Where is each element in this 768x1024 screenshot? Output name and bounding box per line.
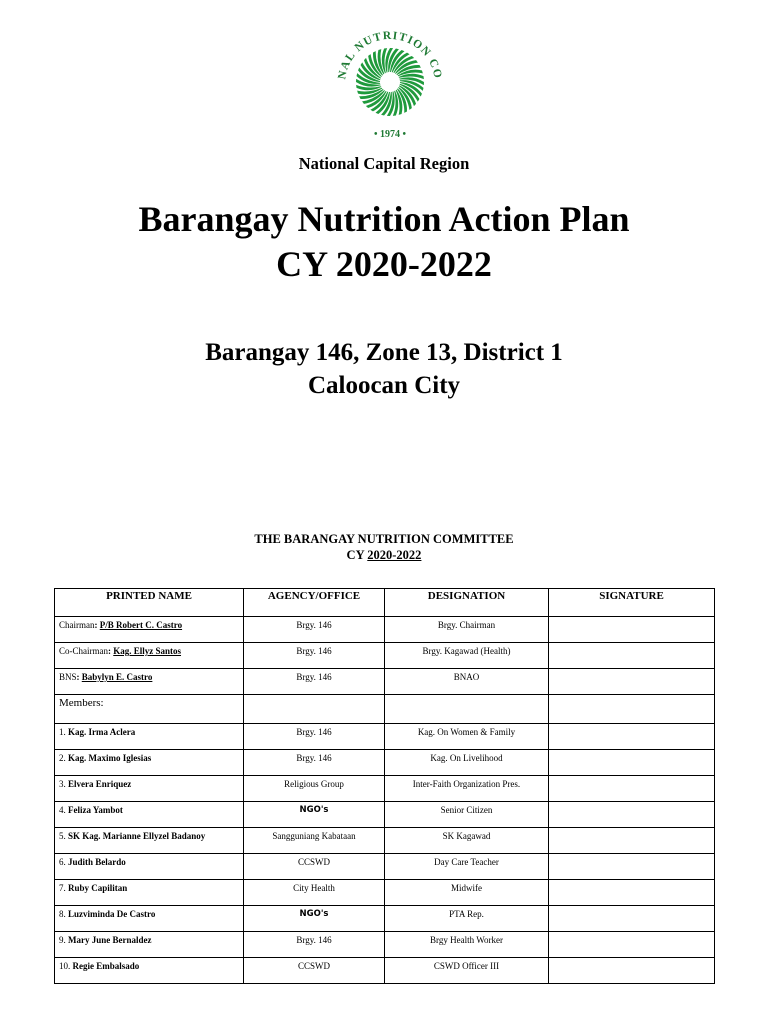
table-row	[55, 669, 715, 695]
member-name: Mary June Bernaldez	[68, 935, 152, 945]
logo-org-text: NAL NUTRITION CO	[336, 29, 444, 81]
officer-name: Babylyn E. Castro	[81, 672, 153, 682]
col-signature: SIGNATURE	[549, 589, 715, 617]
location-heading	[0, 336, 768, 402]
signature-cell[interactable]	[549, 906, 715, 932]
printed-name-cell: 7. Ruby Capilitan	[55, 880, 244, 906]
national-nutrition-council-logo	[332, 24, 448, 140]
designation-cell: Brgy. Kagawad (Health)	[385, 643, 549, 669]
printed-name-cell: 9. Mary June Bernaldez	[55, 932, 244, 958]
agency-cell: Brgy. 146	[244, 932, 385, 958]
printed-name-cell: 10. Regie Embalsado	[55, 958, 244, 984]
printed-name-cell: 3. Elvera Enriquez	[55, 776, 244, 802]
table-row	[55, 906, 715, 932]
location-line-1: Barangay 146, Zone 13, District 1	[205, 339, 563, 366]
committee-roster-table	[54, 588, 715, 984]
signature-cell[interactable]	[549, 776, 715, 802]
printed-name-cell: 6. Judith Belardo	[55, 854, 244, 880]
table-row	[55, 643, 715, 669]
signature-cell[interactable]	[549, 643, 715, 669]
table-row	[55, 617, 715, 643]
title-line-1: Barangay Nutrition Action Plan	[138, 199, 630, 239]
printed-name-cell: Chairman: P/B Robert C. Castro	[55, 617, 244, 643]
agency-cell: CCSWD	[244, 854, 385, 880]
table-row	[55, 750, 715, 776]
printed-name-cell: 4. Feliza Yambot	[55, 802, 244, 828]
member-name: Ruby Capilitan	[68, 883, 128, 893]
agency-cell: Brgy. 146	[244, 643, 385, 669]
title-line-2: CY 2020-2022	[276, 244, 492, 284]
signature-cell[interactable]	[549, 854, 715, 880]
agency-cell: Religious Group	[244, 776, 385, 802]
agency-cell: CCSWD	[244, 958, 385, 984]
member-name: Kag. Maximo Iglesias	[68, 753, 152, 763]
designation-cell: Kag. On Women & Family	[385, 724, 549, 750]
member-name: Kag. Irma Aclera	[68, 727, 136, 737]
committee-cy-years: 2020-2022	[367, 548, 422, 562]
printed-name-cell: BNS: Babylyn E. Castro	[55, 669, 244, 695]
table-row	[55, 776, 715, 802]
printed-name-cell: 8. Luzviminda De Castro	[55, 906, 244, 932]
empty-cell	[385, 695, 549, 724]
signature-cell[interactable]	[549, 958, 715, 984]
signature-cell[interactable]	[549, 695, 715, 724]
designation-cell: CSWD Officer III	[385, 958, 549, 984]
signature-cell[interactable]	[549, 669, 715, 695]
printed-name-cell: 1. Kag. Irma Aclera	[55, 724, 244, 750]
agency-cell: Brgy. 146	[244, 724, 385, 750]
printed-name-cell: Co-Chairman: Kag. Ellyz Santos	[55, 643, 244, 669]
signature-cell[interactable]	[549, 880, 715, 906]
logo-seal	[332, 24, 448, 140]
designation-cell: Brgy Health Worker	[385, 932, 549, 958]
table-row	[55, 802, 715, 828]
designation-cell: BNAO	[385, 669, 549, 695]
member-name: Judith Belardo	[68, 857, 126, 867]
agency-cell: City Health	[244, 880, 385, 906]
document-title	[0, 197, 768, 287]
committee-cy: CY 2020-2022	[346, 548, 422, 562]
committee-title: THE BARANGAY NUTRITION COMMITTEE	[254, 532, 514, 546]
agency-cell: Sangguniang Kabataan	[244, 828, 385, 854]
location-line-2: Caloocan City	[307, 372, 461, 399]
member-name: Feliza Yambot	[68, 805, 123, 815]
table-row	[55, 724, 715, 750]
signature-cell[interactable]	[549, 724, 715, 750]
table-row	[55, 828, 715, 854]
agency-cell: Brgy. 146	[244, 617, 385, 643]
designation-cell: Kag. On Livelihood	[385, 750, 549, 776]
logo-year: • 1974 •	[373, 129, 407, 140]
member-name: Regie Embalsado	[72, 961, 140, 971]
designation-cell: SK Kagawad	[385, 828, 549, 854]
agency-cell: NGO's	[244, 906, 385, 932]
col-printed-name: PRINTED NAME	[55, 589, 244, 617]
col-agency-office: AGENCY/OFFICE	[244, 589, 385, 617]
committee-heading	[0, 531, 768, 563]
table-row	[55, 854, 715, 880]
members-label-row	[55, 695, 715, 724]
table-header-row	[55, 589, 715, 617]
signature-cell[interactable]	[549, 750, 715, 776]
officer-name: Kag. Ellyz Santos	[113, 646, 182, 656]
agency-cell: Brgy. 146	[244, 669, 385, 695]
col-designation: DESIGNATION	[385, 589, 549, 617]
signature-cell[interactable]	[549, 617, 715, 643]
members-label: Members:	[55, 695, 244, 724]
table-row	[55, 958, 715, 984]
designation-cell: Day Care Teacher	[385, 854, 549, 880]
signature-cell[interactable]	[549, 828, 715, 854]
designation-cell: Inter-Faith Organization Pres.	[385, 776, 549, 802]
member-name: SK Kag. Marianne Ellyzel Badanoy	[68, 831, 206, 841]
designation-cell: Brgy. Chairman	[385, 617, 549, 643]
signature-cell[interactable]	[549, 932, 715, 958]
designation-cell: PTA Rep.	[385, 906, 549, 932]
signature-cell[interactable]	[549, 802, 715, 828]
printed-name-cell: 2. Kag. Maximo Iglesias	[55, 750, 244, 776]
designation-cell: Senior Citizen	[385, 802, 549, 828]
member-name: Elvera Enriquez	[68, 779, 132, 789]
region-heading: National Capital Region	[298, 154, 470, 173]
table-row	[55, 880, 715, 906]
logo-center	[381, 73, 399, 91]
table-row	[55, 932, 715, 958]
member-name: Luzviminda De Castro	[68, 909, 156, 919]
agency-cell: Brgy. 146	[244, 750, 385, 776]
officer-name: P/B Robert C. Castro	[99, 620, 183, 630]
empty-cell	[244, 695, 385, 724]
printed-name-cell: 5. SK Kag. Marianne Ellyzel Badanoy	[55, 828, 244, 854]
designation-cell: Midwife	[385, 880, 549, 906]
agency-cell: NGO's	[244, 802, 385, 828]
